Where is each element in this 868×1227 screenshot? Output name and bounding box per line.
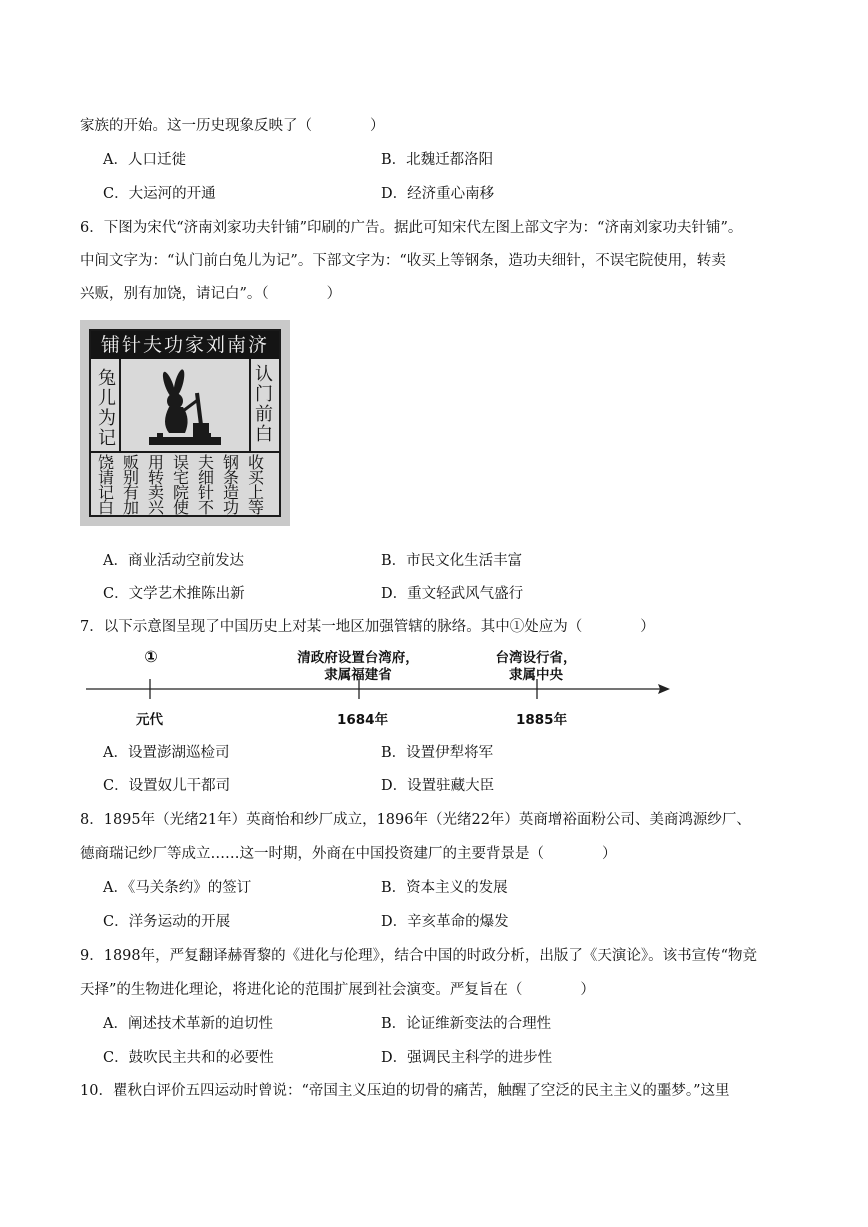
needle-shop-advertisement	[80, 320, 290, 526]
q8-stem-line1: 8．1895年（光绪21年）英商怡和纱厂成立，1896年（光绪22年）英商增裕面粉公司、美商鸿源纱厂、	[80, 812, 751, 828]
timeline-event-1684-line2: 隶属福建省	[324, 667, 392, 683]
ad-top-text: 铺针夫功家刘南济	[91, 331, 279, 359]
q9-stem-line1: 9．1898年，严复翻译赫胥黎的《进化与伦理》，结合中国的时政分析，出版了《天演论》。该书宣传“物竞	[80, 948, 758, 964]
q6-stem-line1: 6．下图为宋代“济南刘家功夫针铺”印刷的广告。据此可知宋代左图上部文字为：“济南刘家功夫针铺”。	[80, 220, 743, 236]
timeline-event-1885-line1: 台湾设行省，	[495, 650, 577, 666]
q9-option-a[interactable]: A．阐述技术革新的迫切性	[103, 1016, 273, 1032]
timeline-label-1684: 1684年	[337, 712, 389, 728]
ad-bottom-column: 误 宅 院 使	[172, 453, 189, 517]
q9-option-c[interactable]: C．鼓吹民主共和的必要性	[103, 1050, 274, 1066]
q6-stem-line2: 中间文字为：“认门前白兔儿为记”。下部文字为：“收买上等钢条，造功夫细针，不误宅院使用，转卖	[80, 253, 726, 269]
q7-option-d[interactable]: D．设置驻藏大臣	[381, 778, 495, 794]
q7-option-a[interactable]: A．设置澎湖巡检司	[103, 745, 230, 761]
ad-right-text: 认 门 前 白	[255, 364, 273, 445]
ad-bottom-column: 夫 细 针 不	[197, 453, 214, 517]
ad-bottom-column: 饶 请 记 白	[97, 453, 114, 517]
timeline-event-1684-line1: 清政府设置台湾府，	[297, 650, 419, 666]
q5-option-c[interactable]: C．大运河的开通	[103, 186, 216, 202]
q9-option-b[interactable]: B．论证维新变法的合理性	[381, 1016, 552, 1032]
q8-option-c[interactable]: C．洋务运动的开展	[103, 914, 231, 930]
timeline-marker-1: ①	[144, 647, 158, 666]
q6-option-a[interactable]: A．商业活动空前发达	[103, 553, 244, 569]
q6-option-b[interactable]: B．市民文化生活丰富	[381, 553, 523, 569]
q8-option-b[interactable]: B．资本主义的发展	[381, 880, 508, 896]
q6-stem-line3: 兴贩，别有加饶，请记白”。（ ）	[80, 286, 342, 302]
q6-option-c[interactable]: C．文学艺术推陈出新	[103, 586, 245, 602]
q6-option-d[interactable]: D．重文轻武风气盛行	[381, 586, 524, 602]
ad-divider	[119, 359, 121, 451]
taiwan-governance-timeline	[84, 648, 674, 728]
ad-bottom-column: 钢 条 造 功	[222, 453, 239, 517]
rabbit-pounding-medicine-icon	[139, 363, 231, 451]
q8-option-d[interactable]: D．辛亥革命的爆发	[381, 914, 509, 930]
q9-option-d[interactable]: D．强调民主科学的进步性	[381, 1050, 553, 1066]
ad-bottom-column: 收 买 上 等	[247, 453, 264, 517]
q5-stem: 家族的开始。这一历史现象反映了（ ）	[80, 118, 385, 134]
q8-stem-line2: 德商瑞记纱厂等成立……这一时期，外商在中国投资建厂的主要背景是（ ）	[80, 846, 617, 862]
q5-option-d[interactable]: D．经济重心南移	[381, 186, 495, 202]
timeline-label-1885: 1885年	[516, 712, 568, 728]
ad-bottom-column: 用 转 卖 兴	[147, 453, 164, 517]
q7-stem: 7．以下示意图呈现了中国历史上对某一地区加强管辖的脉络。其中①处应为（ ）	[80, 619, 655, 635]
q10-stem: 10．瞿秋白评价五四运动时曾说：“帝国主义压迫的切骨的痛苦，触醒了空泛的民主主义的噩梦。”这里	[80, 1083, 730, 1099]
q9-stem-line2: 天择”的生物进化理论，将进化论的范围扩展到社会演变。严复旨在（ ）	[80, 982, 595, 998]
q7-option-b[interactable]: B．设置伊犁将军	[381, 745, 494, 761]
ad-left-text: 兔 儿 为 记	[98, 368, 116, 449]
timeline-axis	[84, 678, 674, 700]
timeline-label-yuan: 元代	[136, 712, 163, 728]
ad-divider	[249, 359, 251, 451]
q7-option-c[interactable]: C．设置奴儿干都司	[103, 778, 231, 794]
q8-option-a[interactable]: A．《马关条约》的签订	[103, 880, 252, 896]
q5-option-a[interactable]: A．人口迁徙	[103, 152, 186, 168]
ad-bottom-text	[95, 455, 275, 515]
q5-option-b[interactable]: B．北魏迁都洛阳	[381, 152, 494, 168]
timeline-event-1885-line2: 隶属中央	[509, 667, 563, 683]
advertisement-frame	[89, 329, 281, 517]
ad-bottom-column: 贩 别 有 加	[122, 453, 139, 517]
